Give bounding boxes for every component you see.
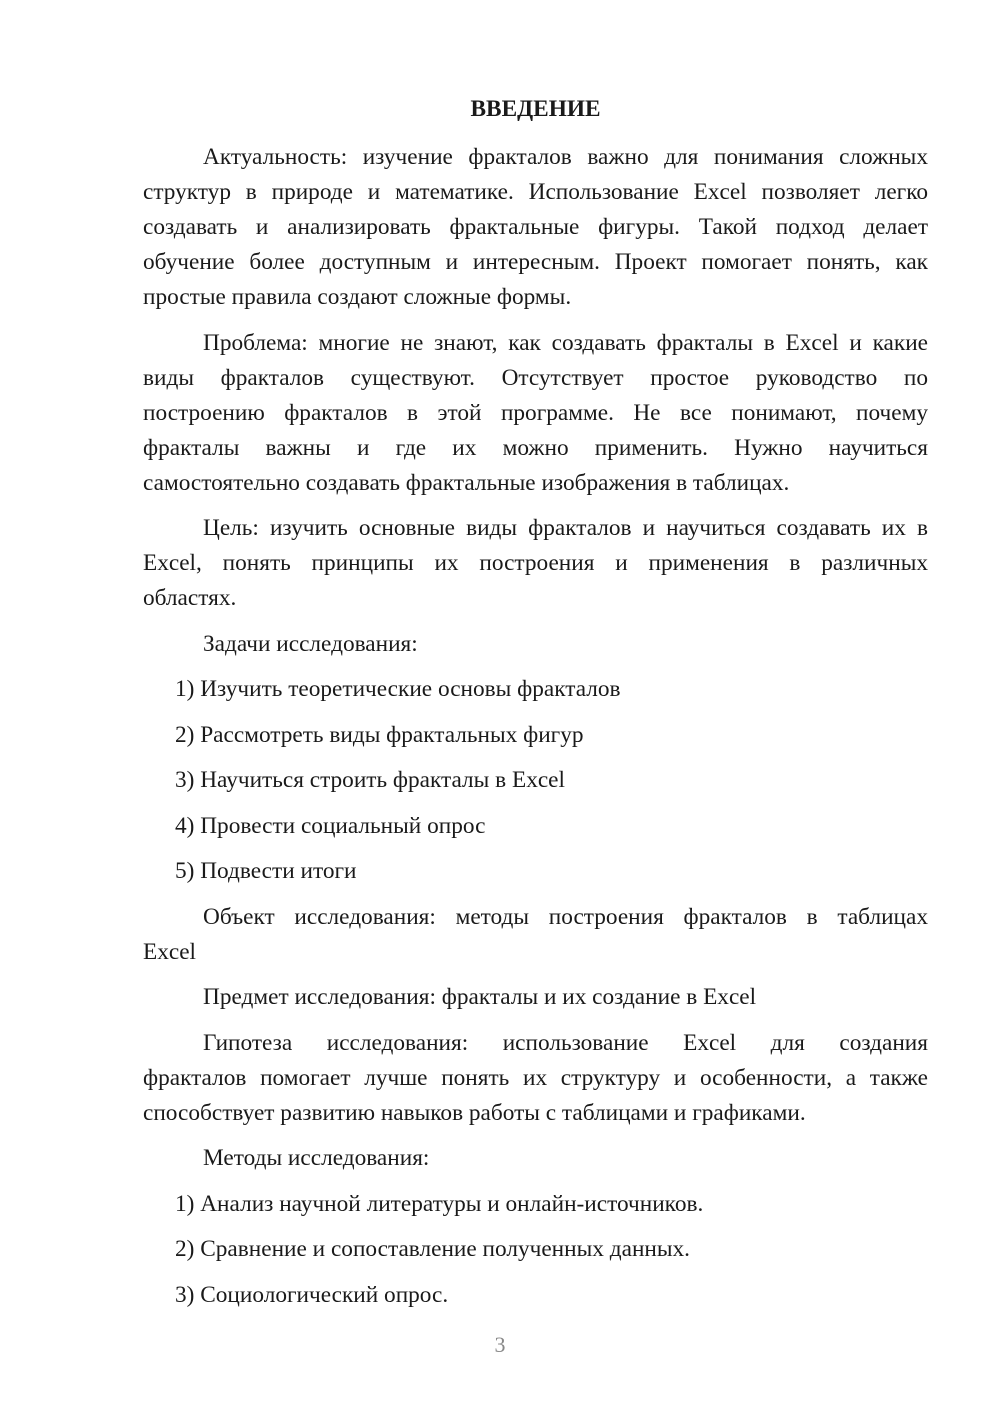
text-line: фракталов помогает лучше понять их структуру и особенности, а также <box>143 1064 928 1091</box>
text-line: Цель: изучить основные виды фракталов и научиться создавать их в <box>203 515 928 541</box>
task-item: 4) Провести социальный опрос <box>175 812 486 839</box>
text-line: самостоятельно создавать фрактальные изображения в таблицах. <box>143 469 790 496</box>
text-line: Excel <box>143 938 197 965</box>
text-line: структур в природе и математике. Использование Excel позволяет легко <box>143 179 928 205</box>
text-line: способствует развитию навыков работы с таблицами и графиками. <box>143 1099 806 1126</box>
text-line: Проблема: многие не знают, как создавать фракталы в Excel и какие <box>203 329 928 356</box>
text-line: Гипотеза исследования: использование Excel для создания <box>203 1029 928 1056</box>
text-line: обучение более доступным и интересным. Проект помогает понять, как <box>143 249 928 275</box>
section-heading: ВВЕДЕНИЕ <box>470 96 601 122</box>
page-content <box>143 92 928 1323</box>
text-line: Методы исследования: <box>203 1145 430 1171</box>
text-line: виды фракталов существуют. Отсутствует простое руководство по <box>143 364 928 391</box>
text-line: создавать и анализировать фрактальные фигуры. Такой подход делает <box>143 214 928 240</box>
text-line: Excel, понять принципы их построения и применения в различных <box>143 550 928 576</box>
object-paragraph <box>143 900 928 970</box>
text-line: Объект исследования: методы построения фракталов в таблицах <box>203 903 928 930</box>
task-item: 2) Рассмотреть виды фрактальных фигур <box>175 721 584 748</box>
methods-title <box>143 1141 928 1176</box>
task-item: 3) Научиться строить фракталы в Excel <box>175 767 565 793</box>
hypothesis-paragraph <box>143 1026 928 1131</box>
subject-paragraph <box>143 980 928 1015</box>
goal-paragraph <box>143 511 928 616</box>
problem-paragraph <box>143 326 928 501</box>
text-line: Предмет исследования: фракталы и их создание в Excel <box>203 984 757 1010</box>
task-item: 1) Изучить теоретические основы фракталов <box>175 676 621 702</box>
text-line: областях. <box>143 585 237 611</box>
text-line: фракталы важны и где их можно применить. Нужно научиться <box>143 434 928 461</box>
relevance-paragraph <box>143 140 928 315</box>
method-item: 3) Социологический опрос. <box>175 1281 449 1308</box>
text-line: построению фракталов в этой программе. Не все понимают, почему <box>143 399 928 426</box>
method-item: 2) Сравнение и сопоставление полученных данных. <box>175 1236 690 1262</box>
text-line: Задачи исследования: <box>203 630 418 657</box>
method-item: 1) Анализ научной литературы и онлайн-источников. <box>175 1190 704 1217</box>
tasks-title <box>143 627 928 662</box>
task-item: 5) Подвести итоги <box>175 858 357 884</box>
page-number: 3 <box>494 1332 506 1357</box>
text-line: Актуальность: изучение фракталов важно для понимания сложных <box>203 144 928 170</box>
text-line: простые правила создают сложные формы. <box>143 284 572 310</box>
